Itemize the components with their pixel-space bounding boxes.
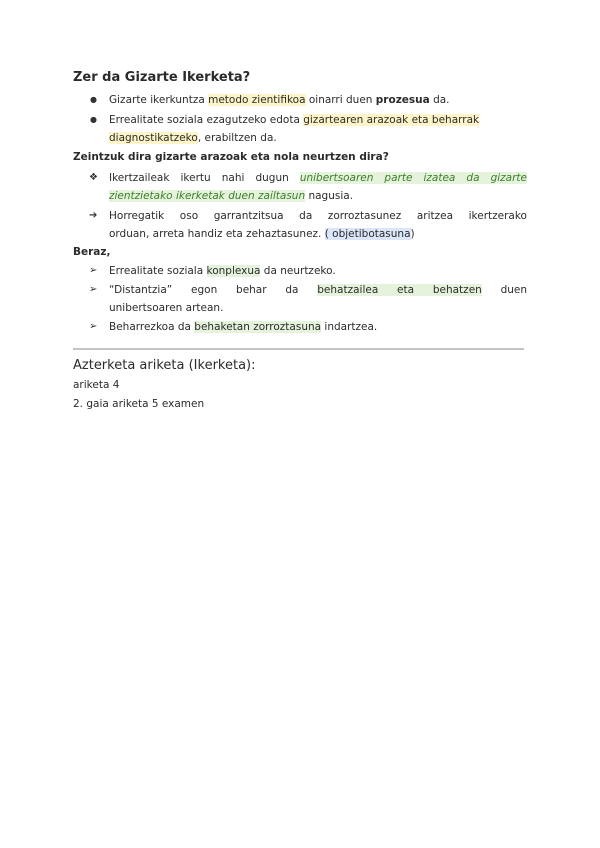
text-segment: da neurtzeko. bbox=[260, 265, 336, 277]
text-segment: “Distantzia” bbox=[109, 284, 173, 296]
horizontal-divider bbox=[73, 348, 524, 350]
note-line-2: 2. gaia ariketa 5 examen bbox=[73, 398, 205, 410]
text-segment: orduan, arreta handiz eta zehaztasunez. bbox=[109, 228, 325, 240]
text-segment: nagusia. bbox=[305, 190, 354, 202]
note-line-1: ariketa 4 bbox=[73, 379, 120, 391]
bullet-7 bbox=[109, 320, 377, 334]
text-segment: Beharrezkoa da bbox=[109, 321, 195, 333]
bold-segment: prozesua bbox=[375, 94, 430, 106]
text-segment: oinarri duen bbox=[305, 94, 376, 106]
bullet-6-line-1 bbox=[109, 283, 527, 297]
bullet-4-line-1: Horregatik oso garrantzitsua da zorroztasunez aritzea ikertzerako bbox=[109, 210, 527, 222]
bullet-2-line-1 bbox=[109, 113, 479, 127]
bullet-3-line-1 bbox=[109, 171, 527, 185]
bullet-1 bbox=[109, 93, 450, 107]
text-segment: Errealitate soziala bbox=[109, 265, 207, 277]
text-segment: indartzea. bbox=[321, 321, 378, 333]
text-segment: , erabiltzen da. bbox=[197, 132, 277, 144]
bullet-5 bbox=[109, 264, 336, 278]
text-segment: ) bbox=[410, 228, 415, 240]
text-segment: egon bbox=[191, 284, 218, 296]
bullet-4-line-2 bbox=[109, 227, 415, 241]
bullet-3-line-2 bbox=[109, 189, 353, 203]
text-segment: Gizarte ikerkuntza bbox=[109, 94, 209, 106]
section-heading-exercises: Azterketa ariketa (Ikerketa): bbox=[73, 358, 256, 373]
highlight-segment: gizartearen arazoak eta beharrak bbox=[303, 114, 480, 126]
text-segment: da. bbox=[429, 94, 450, 106]
section-heading-1: Zer da Gizarte Ikerketa? bbox=[73, 70, 251, 85]
highlight-segment: unibertsoaren parte izatea da gizarte bbox=[299, 172, 527, 184]
bullet-dot-icon: ● bbox=[90, 115, 97, 124]
arrowhead-bullet-icon: ➢ bbox=[89, 265, 98, 276]
bullet-6-line-2: unibertsoaren artean. bbox=[109, 302, 224, 314]
text-segment: duen bbox=[500, 284, 528, 296]
highlight-segment: ( objetibotasuna bbox=[324, 228, 411, 240]
highlight-segment: zientzietako ikerketak duen zailtasun bbox=[109, 190, 306, 202]
text-segment: Ikertzaileak ikertu nahi dugun bbox=[109, 172, 300, 184]
arrowhead-bullet-icon: ➢ bbox=[89, 284, 98, 295]
diamond-bullet-icon: ❖ bbox=[89, 172, 98, 183]
arrow-bullet-icon: ➔ bbox=[89, 210, 98, 221]
bullet-2-line-2 bbox=[109, 131, 277, 145]
highlight-segment: behaketan zorroztasuna bbox=[194, 321, 322, 333]
arrowhead-bullet-icon: ➢ bbox=[89, 321, 98, 332]
highlight-segment: diagnostikatzeko bbox=[109, 132, 198, 144]
section-heading-2: Zeintzuk dira gizarte arazoak eta nola neurtzen dira? bbox=[73, 151, 389, 163]
bullet-dot-icon: ● bbox=[90, 95, 97, 104]
highlight-segment: konplexua bbox=[206, 265, 261, 277]
section-heading-3: Beraz, bbox=[73, 246, 111, 258]
highlight-segment: behatzailea eta behatzen bbox=[317, 284, 482, 296]
highlight-segment: metodo zientifikoa bbox=[208, 94, 306, 106]
text-segment: behar bbox=[236, 284, 267, 296]
text-segment: Errealitate soziala ezagutzeko edota bbox=[109, 114, 304, 126]
text-segment: da bbox=[285, 284, 299, 296]
